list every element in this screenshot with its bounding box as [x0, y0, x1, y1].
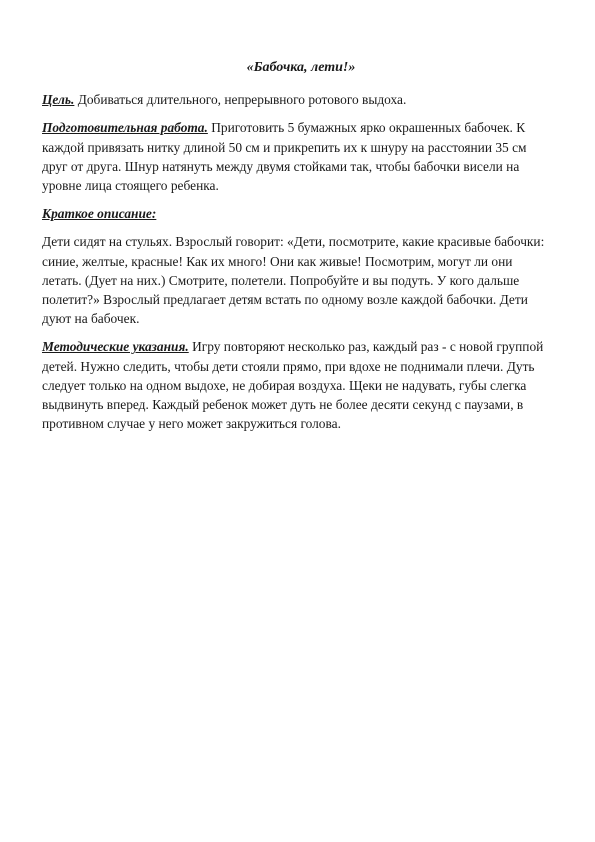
description-heading	[42, 204, 554, 223]
preparation-label: Подготовительная работа.	[42, 120, 208, 136]
guidelines-paragraph	[42, 337, 554, 433]
goal-paragraph	[42, 90, 554, 109]
description-label: Краткое описание:	[42, 206, 157, 222]
preparation-text: Приготовить 5 бумажных ярко окрашенных бабочек. К каждой привязать нитку длиной 50 см и прикрепить их к шнуру на расстоянии 35 см друг от друга. Шнур натянуть между двумя стойками так, чтобы бабочки висели на уровне лица стоящего ребенка.	[42, 120, 527, 194]
guidelines-label: Методические указания.	[42, 339, 189, 355]
document-body	[42, 58, 554, 442]
document-title: «Бабочка, лети!»	[246, 60, 356, 75]
preparation-paragraph	[42, 118, 554, 195]
goal-label: Цель.	[42, 92, 75, 108]
description-paragraph: Дети сидят на стульях. Взрослый говорит: «Дети, посмотрите, какие красивые бабочки: синие, желтые, красные! Как их много! Они как живые! Посмотрим, могут ли они летать. (Дует на них.) Смотрите, полетели. Попробуйте и вы подуть. У кого дальше полетит?» Взрослый предлагает детям встать по одному возле каждой бабочки. Дети дуют на бабочек.	[42, 234, 545, 327]
goal-text: Добиваться длительного, непрерывного ротового выдоха.	[74, 92, 407, 108]
guidelines-text: Игру повторяют несколько раз, каждый раз - с новой группой детей. Нужно следить, чтобы дети стояли прямо, при вдохе не поднимали плечи. Дуть следует только на одном выдохе, не добирая воздуха. Щеки не надувать, губы слегка выдвинуть вперед. Каждый ребенок может дуть не более десяти секунд с паузами, в противном случае у него может закружиться голова.	[42, 339, 544, 432]
